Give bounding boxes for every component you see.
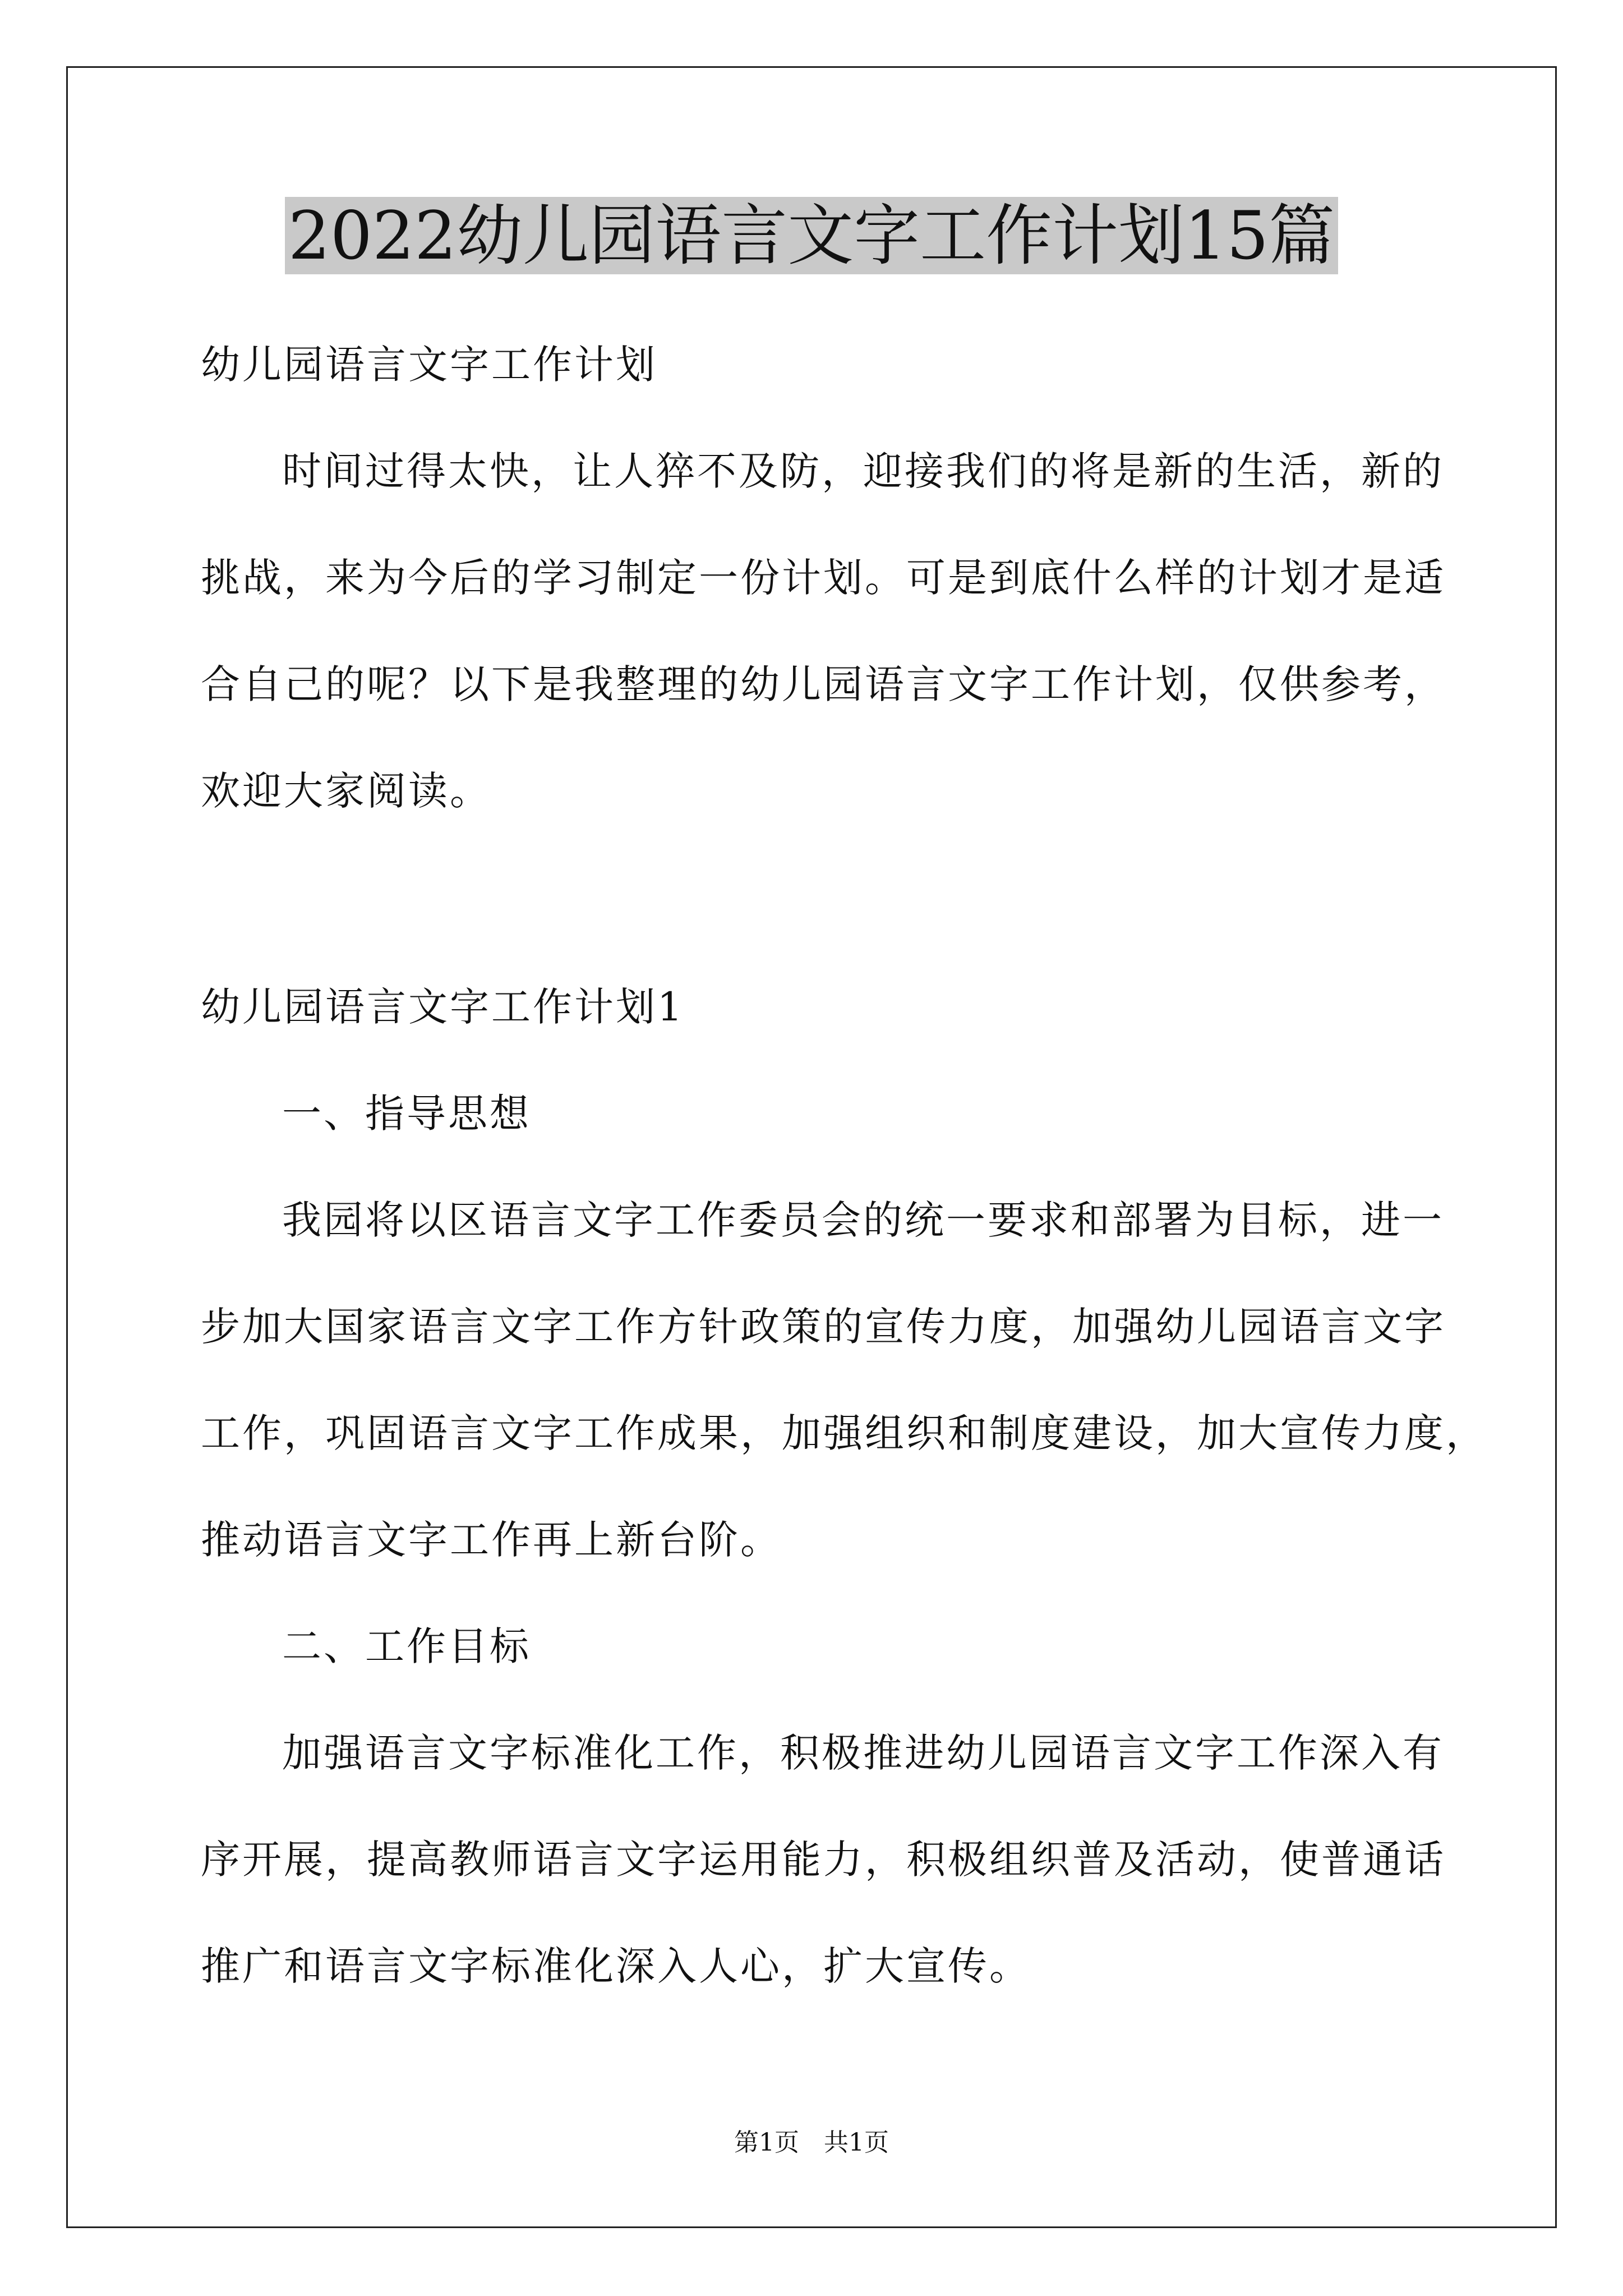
- paragraph-line: 序开展，提高教师语言文字运用能力，积极组织普及活动，使普通话: [201, 1837, 1446, 1883]
- document-title-text: 2022幼儿园语言文字工作计划15篇: [285, 197, 1338, 274]
- paragraph-line: 加强语言文字标准化工作，积极推进幼儿园语言文字工作深入有: [282, 1730, 1444, 1776]
- paragraph-line: 推动语言文字工作再上新台阶。: [201, 1517, 782, 1563]
- section-heading: 幼儿园语言文字工作计划1: [201, 984, 685, 1030]
- intro-line: 时间过得太快，让人猝不及防，迎接我们的将是新的生活，新的: [282, 448, 1444, 494]
- paragraph-line: 我园将以区语言文字工作委员会的统一要求和部署为目标，进一: [282, 1197, 1444, 1243]
- intro-line: 欢迎大家阅读。: [201, 768, 491, 814]
- subsection-heading: 一、指导思想: [282, 1091, 531, 1137]
- subsection-heading: 二、工作目标: [282, 1623, 531, 1669]
- paragraph-line: 步加大国家语言文字工作方针政策的宣传力度，加强幼儿园语言文字: [201, 1304, 1446, 1350]
- paragraph-line: 推广和语言文字标准化深入人心，扩大宣传。: [201, 1943, 1031, 1989]
- intro-line: 合自己的呢？以下是我整理的幼儿园语言文字工作计划，仅供参考，: [201, 661, 1446, 707]
- intro-heading: 幼儿园语言文字工作计划: [201, 342, 657, 388]
- document-title: [0, 194, 1623, 278]
- intro-line: 挑战，来为今后的学习制定一份计划。可是到底什么样的计划才是适: [201, 555, 1446, 601]
- paragraph-line: 工作，巩固语言文字工作成果，加强组织和制度建设，加大宣传力度，: [201, 1410, 1487, 1456]
- page-number: 第1页 共1页: [734, 2128, 889, 2157]
